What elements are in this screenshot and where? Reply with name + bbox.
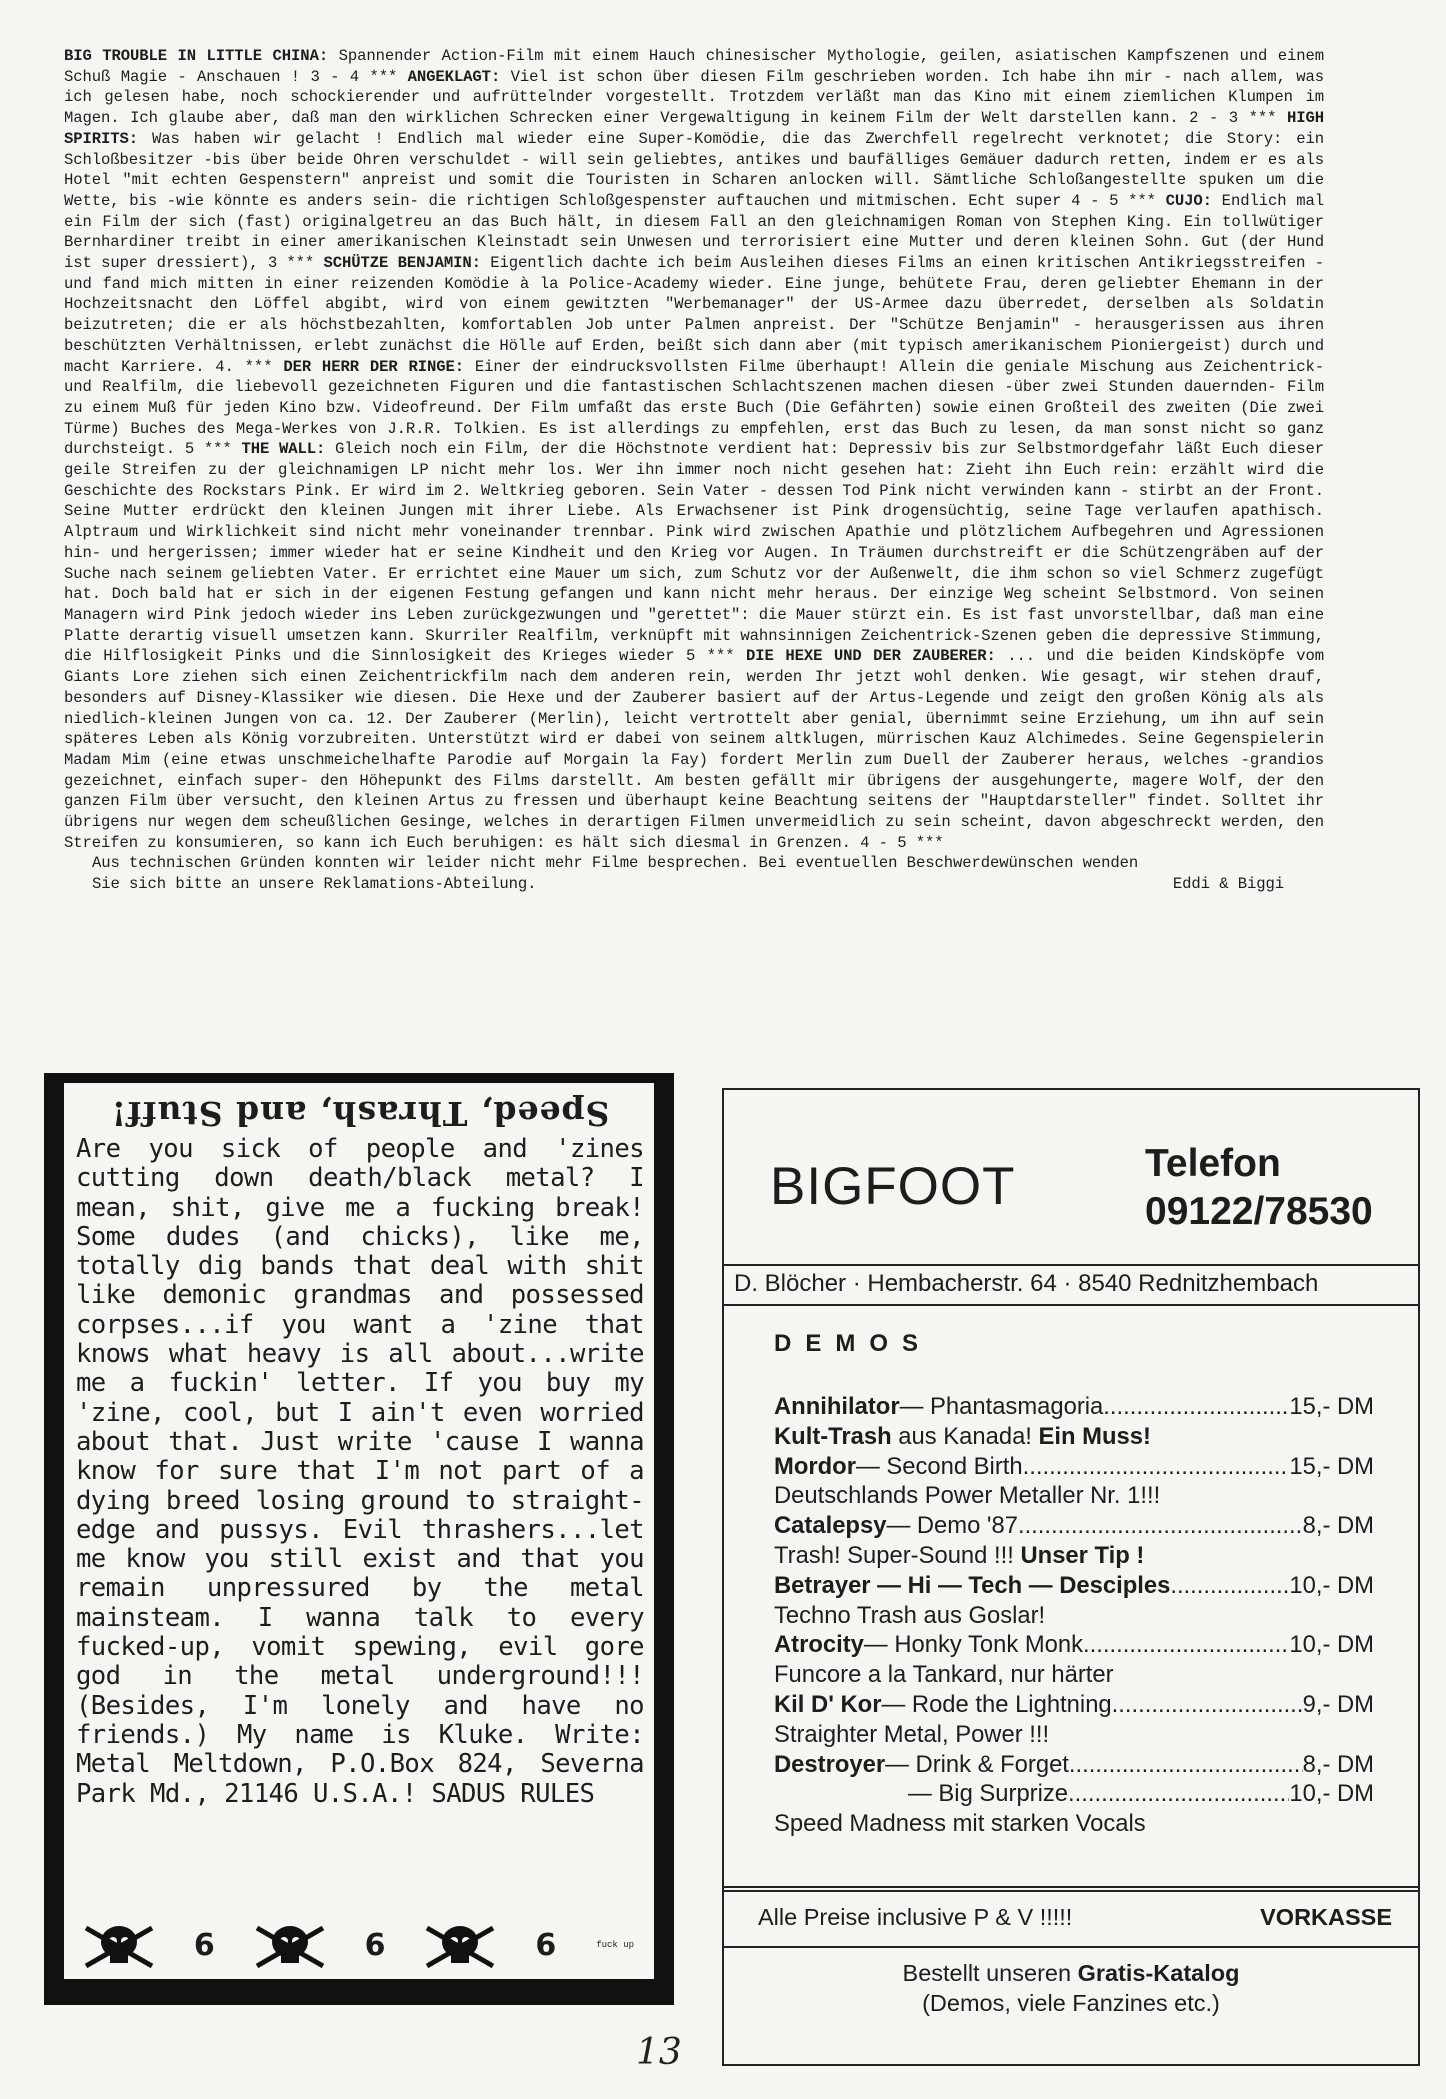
page-number: 13 xyxy=(636,2032,682,2073)
leader-dots xyxy=(1103,1392,1289,1422)
skull-icon xyxy=(425,1920,495,1970)
skull-row xyxy=(64,1915,654,1975)
demo-note xyxy=(774,1541,1374,1571)
demo-title: — Big Surprize xyxy=(908,1780,1069,1808)
skull-icon xyxy=(255,1920,325,1970)
six-glyph: 6 xyxy=(364,1927,386,1963)
review-signature: Eddi & Biggi xyxy=(1172,875,1284,894)
band-name: Destroyer xyxy=(774,1750,886,1778)
demo-row xyxy=(774,1630,1374,1660)
film-title: SCHÜTZE BENJAMIN: xyxy=(323,254,481,273)
demo-note-part: Deutschlands Power Metaller Nr. 1!!! xyxy=(774,1482,1161,1510)
demo-price: 10,- DM xyxy=(1289,1631,1374,1659)
review-footnote-2: Sie sich bitte an unsere Reklamations-Abteilung. xyxy=(92,875,537,894)
divider xyxy=(724,1886,1418,1888)
film-reviews xyxy=(64,46,1324,895)
skull-icon xyxy=(84,1920,154,1970)
review-footnote: Aus technischen Gründen konnten wir leider nicht mehr Filme besprechen. Bei eventuellen Beschwerdewünschen wenden xyxy=(92,854,1139,873)
order-note xyxy=(724,1958,1418,2018)
review-body: Viel ist schon über diesen Film geschrieben worden. Ich habe ihn mir - nach allem, was ich gelesen habe, noch schockierender und aufrüttelnder vorgestellt. Trotzdem verläßt man das Kino mit einem ziemlichen Klumpen im Magen. Ich glaube aber, daß man den wirklichen Schrecken einer Vergewaltigung in keinem Film der Welt darstellen kann. 2 - 3 *** xyxy=(64,67,1325,128)
demo-price: 9,- DM xyxy=(1302,1690,1374,1718)
film-title: THE WALL: xyxy=(241,440,326,459)
review-body: Endlich mal ein Film der sich (fast) originalgetreu an das Buch hält, in diesem Fall an den gleichnamigen Roman von Stephen King. Ein tollwütiger Bernhardiner treibt in einer amerikanischen Kleinstadt sein Unwesen und terrorisiert eine Mutter und deren kleinen Sohn. Gut (der Hund ist super dressiert), 3 *** xyxy=(64,191,1325,273)
leader-dots xyxy=(1112,1690,1303,1720)
review-body: Einer der eindrucksvollsten Filme überhaupt! Allein die geniale Mischung aus Zeichentrick- und Realfilm, die liebevoll gezeichneten Figuren und die fantastischen Schlachtszenen machen diesen -über zwei Stunden dauernden- Film zu einem Muß für jeden Kino bzw. Videofreund. Der Film umfaßt das erste Buch (Die Gefährten) sowie einen Großteil des zweiten (Die zwei Türme) Buches des Mega-Werkes von J.R.R. Tolkien. Es ist allerdings zu empfehlen, erst das Buch zu lesen, da man sonst nicht so ganz durchsteigt. 5 *** xyxy=(64,357,1324,459)
demo-note-part: Unser Tip ! xyxy=(1020,1541,1145,1569)
demo-note xyxy=(774,1481,1374,1511)
demo-row xyxy=(774,1452,1374,1482)
demo-price: 10,- DM xyxy=(1289,1571,1374,1599)
demo-row xyxy=(774,1690,1374,1720)
band-name: Mordor xyxy=(774,1452,856,1480)
film-title: DIE HEXE UND DER ZAUBERER: xyxy=(746,647,996,666)
demo-note-part: Straighter Metal, Power !!! xyxy=(774,1720,1050,1748)
film-title: ANGEKLAGT: xyxy=(407,67,501,86)
demo-note xyxy=(774,1720,1374,1750)
review-body: Spannender Action-Film mit einem Hauch chinesischer Mythologie, geilen, asiatischen Kampfszenen und einem Schuß Magie - Anschauen ! 3 - 4 *** xyxy=(64,47,1325,86)
six-glyph: 6 xyxy=(193,1927,215,1963)
film-title: HIGH SPIRITS: xyxy=(64,109,1324,148)
demo-price: 8,- DM xyxy=(1302,1750,1374,1778)
metal-meltdown-ad xyxy=(44,1073,674,2005)
six-glyph: 6 xyxy=(535,1927,557,1963)
divider xyxy=(724,1264,1418,1266)
ad-header-upside-down: Speed, Thrash, and Stuff! xyxy=(110,1094,610,1133)
band-name: Atrocity xyxy=(774,1631,864,1659)
demo-list xyxy=(774,1392,1374,1839)
demo-title: — Phantasmagoria xyxy=(899,1393,1104,1420)
demo-note-part: Funcore a la Tankard, nur härter xyxy=(774,1661,1114,1689)
price-note-row xyxy=(758,1890,1392,1944)
leader-dots xyxy=(1018,1511,1303,1541)
demo-price: 15,- DM xyxy=(1289,1393,1374,1420)
divider xyxy=(724,1304,1418,1306)
leader-dots xyxy=(1023,1452,1290,1482)
band-name: Annihilator xyxy=(774,1393,900,1420)
demo-price: 15,- DM xyxy=(1289,1452,1374,1480)
review-body: ... und die beiden Kindsköpfe vom Giants Lore ziehen sich einen Zeichentrickfilm nach dem anderen rein, werden Ihr jetzt wohl denken. Wie gesagt, wir stehen drauf, besonders auf Disney-Klassiker wie diesen. Die Hexe und der Zauberer basiert auf der Artus-Legende und zeigt den großen König als als niedlich-kleinen Jungen von ca. 12. Der Zauberer (Merlin), leicht vertrottelt aber genial, übernimmt seine Erziehung, um ihn auf sein späteres Leben als König vorzubreiten. Unterstützt wird er dabei von seinem altklugen, mürrischen Kauz Alchimedes. Seine Gegenspielerin Madam Mim (eine etwas unschmeichelhafte Parodie auf Morgain la Fay) fordert Merlin zum Duell der Zauberer heraus, welches -grandios gezeichnet, einfach super- den Höhepunkt des Films darstellt. Am besten gefällt mir übrigens der ausgehungerte, magere Wolf, der den ganzen Film über versucht, den kleinen Artus zu fressen und überhaupt keine Beachtung seitens der "Hauptdarsteller" findet. Solltet ihr übrigens nur wegen dem scheußlichen Gesinge, welches in derartigen Filmen unvermeidlich zu sein scheint, davon abgeschreckt werden, den Streifen zu konsumieren, so kann ich Euch beruhigen: es hält sich diesmal in Grenzen. 4 - 5 *** xyxy=(64,647,1325,852)
demo-title: — Second Birth xyxy=(855,1452,1023,1480)
film-title: CUJO: xyxy=(1165,191,1212,210)
review-body: Eigentlich dachte ich beim Ausleihen dieses Films an einen kritischen Antikriegsstreifen - und fand mich mitten in einer reizenden Komödie à la Police-Academy wieder. Eine junge, behütete Frau, deren geliebter Ehemann in der Hochzeitsnacht den Löffel abgibt, wird von einem gewitzten "Werbemanager" der US-Armee dazu überredet, derselben als Soldatin beizutreten; die er als höchstbezahlten, komfortablen Job unter Palmen anpreist. Der "Schütze Benjamin" - herausgerissen aus ihren beschützten Verhältnissen, erlebt zunächst die Hölle auf Erden, beißt sich dann aber (mit typisch amerikanischem Pioniergeist) durch und macht Karriere. 4. *** xyxy=(64,254,1324,376)
demo-note xyxy=(774,1601,1374,1631)
review-text xyxy=(64,46,1324,853)
demo-note-part: Ein Muss! xyxy=(1038,1422,1151,1450)
demo-title: — Drink & Forget xyxy=(885,1750,1069,1778)
demo-row xyxy=(774,1392,1374,1422)
demo-note xyxy=(774,1660,1374,1690)
demo-title: — Honky Tonk Monk xyxy=(863,1631,1084,1659)
band-name: Kil D' Kor xyxy=(774,1690,882,1718)
telephone-number: 09122/78530 xyxy=(1145,1190,1373,1233)
payment-terms: VORKASSE xyxy=(1260,1903,1392,1930)
review-body: Was haben wir gelacht ! Endlich mal wieder eine Super-Komödie, die das Zwerchfell regelrecht verknotet; die Story: ein Schloßbesitzer -bis über beide Ohren verschuldet - will sein geliebtes, antikes und baufälliges Gemäuer dadurch retten, indem er es als Hotel "mit echten Gespenstern" anpreist und somit die Touristen in Scharen anlocken will. Sämtliche Schloßangestellte spuken um die Wette, bis -wie könnte es anders sein- die richtigen Schloßgespenster auftauchen und mitmischen. Echt super 4 - 5 *** xyxy=(64,129,1324,210)
telephone-block xyxy=(1145,1140,1373,1236)
order-line-1a: Bestellt unseren xyxy=(902,1960,1078,1986)
film-title: BIG TROUBLE IN LITTLE CHINA: xyxy=(64,47,329,65)
demo-note-part: Techno Trash aus Goslar! xyxy=(774,1601,1046,1629)
order-line-1b: Gratis-Katalog xyxy=(1077,1960,1240,1986)
demo-price: 10,- DM xyxy=(1289,1780,1374,1808)
demo-row xyxy=(774,1571,1374,1601)
leader-dots xyxy=(1083,1630,1289,1660)
demo-note-part: aus Kanada! xyxy=(891,1422,1039,1450)
brand-name: BIGFOOT xyxy=(770,1157,1016,1216)
leader-dots xyxy=(1069,1750,1303,1780)
demo-note xyxy=(774,1422,1374,1452)
leader-dots xyxy=(1068,1779,1289,1809)
handwritten-note: fuck up xyxy=(596,1940,635,1950)
demo-title: — Rode the Lightning xyxy=(881,1690,1112,1718)
demo-row xyxy=(774,1511,1374,1541)
bigfoot-ad xyxy=(722,1088,1420,2066)
film-title: DER HERR DER RINGE: xyxy=(283,357,464,376)
divider xyxy=(724,1946,1418,1948)
order-line-2: (Demos, viele Fanzines etc.) xyxy=(922,1990,1220,2016)
demo-note-part: Kult-Trash xyxy=(774,1422,892,1450)
demo-price: 8,- DM xyxy=(1302,1512,1374,1540)
prices-note: Alle Preise inclusive P & V !!!!! xyxy=(758,1903,1073,1930)
ad-body-text: Are you sick of people and 'zines cutting down death/black metal? I mean, shit, give me a fucking break! Some dudes (and chicks), like me, totally dig bands that deal with shit like demonic grandmas and possessed corpses...if you want a 'zine that knows what heavy is all about...write me a fuckin' letter. If you buy my 'zine, cool, but I ain't even worried about that. Just write 'cause I wanna know for sure that I'm not part of a dying breed losing ground to straight-edge and pussys. Evil thrashers...let me know you still exist and that you remain unpressured by the metal mainsteam. I wanna talk to every fucked-up, vomit spewing, evil gore god in the metal underground!!! (Besides, I'm lonely and have no friends.) My name is Kluke. Write: Metal Meltdown, P.O.Box 824, Severna Park Md., 21146 U.S.A.! SADUS RULES xyxy=(76,1134,644,1809)
demo-note: Speed Madness mit starken Vocals xyxy=(774,1810,1146,1838)
demo-row xyxy=(774,1779,1374,1809)
demo-note-part: Trash! Super-Sound !!! xyxy=(774,1541,1021,1569)
address: D. Blöcher · Hembacherstr. 64 · 8540 Rednitzhembach xyxy=(734,1270,1319,1297)
telephone-label: Telefon xyxy=(1145,1142,1281,1185)
demos-heading: DEMOS xyxy=(774,1330,933,1357)
review-body: Gleich noch ein Film, der die Höchstnote verdient hat: Depressiv bis zur Selbstmordgefahr läßt Euch dieser geile Streifen zu der gleichnamigen LP nicht mehr los. Wer ihn immer noch nicht gesehen hat: Zieht ihn Euch rein: erzählt wird die Geschichte des Rockstars Pink. Er wird im 2. Weltkrieg geboren. Sein Vater - dessen Tod Pink nicht verwinden kann - stirbt an der Front. Seine Mutter erdrückt den kleinen Jungen mit ihrer Liebe. Als Erwachsener ist Pink drogensüchtig, seine Tage verlaufen apathisch. Alptraum und Wirklichkeit sind nicht mehr voneinander trennbar. Pink wird zwischen Apathie und plötzlichem Aufbegehren und Agressionen hin- und hergerissen; immer wieder hat er seine Kindheit und den Krieg vor Augen. In Träumen durchstreift er die Schützengräben auf der Suche nach seinem geliebten Vater. Er errichtet eine Mauer um sich, zum Schutz vor der Außenwelt, die ihm schon so viel Schmerz zugefügt hat. Doch bald hat er sich in der eigenen Festung gefangen und kann nicht mehr heraus. Der einzige Weg scheint Selbstmord. Von seinen Managern wird Pink jedoch wieder ins Leben zurückgezwungen und "gerettet": die Mauer stürzt ein. Es ist fast unvorstellbar, daß man eine Platte derartig visuell umsetzen kann. Skurriler Realfilm, verknüpft mit wahnsinnigen Zeichentrick-Szenen geben die depressive Stimmung, die Hilflosigkeit Pinks und die Sinnlosigkeit des Krieges wieder 5 *** xyxy=(64,440,1325,666)
leader-dots xyxy=(1170,1571,1289,1601)
demo-row xyxy=(774,1750,1374,1780)
band-name: Betrayer — Hi — Tech — Desciples xyxy=(774,1571,1171,1599)
demo-title: — Demo '87 xyxy=(886,1512,1018,1540)
band-name: Catalepsy xyxy=(774,1512,887,1540)
